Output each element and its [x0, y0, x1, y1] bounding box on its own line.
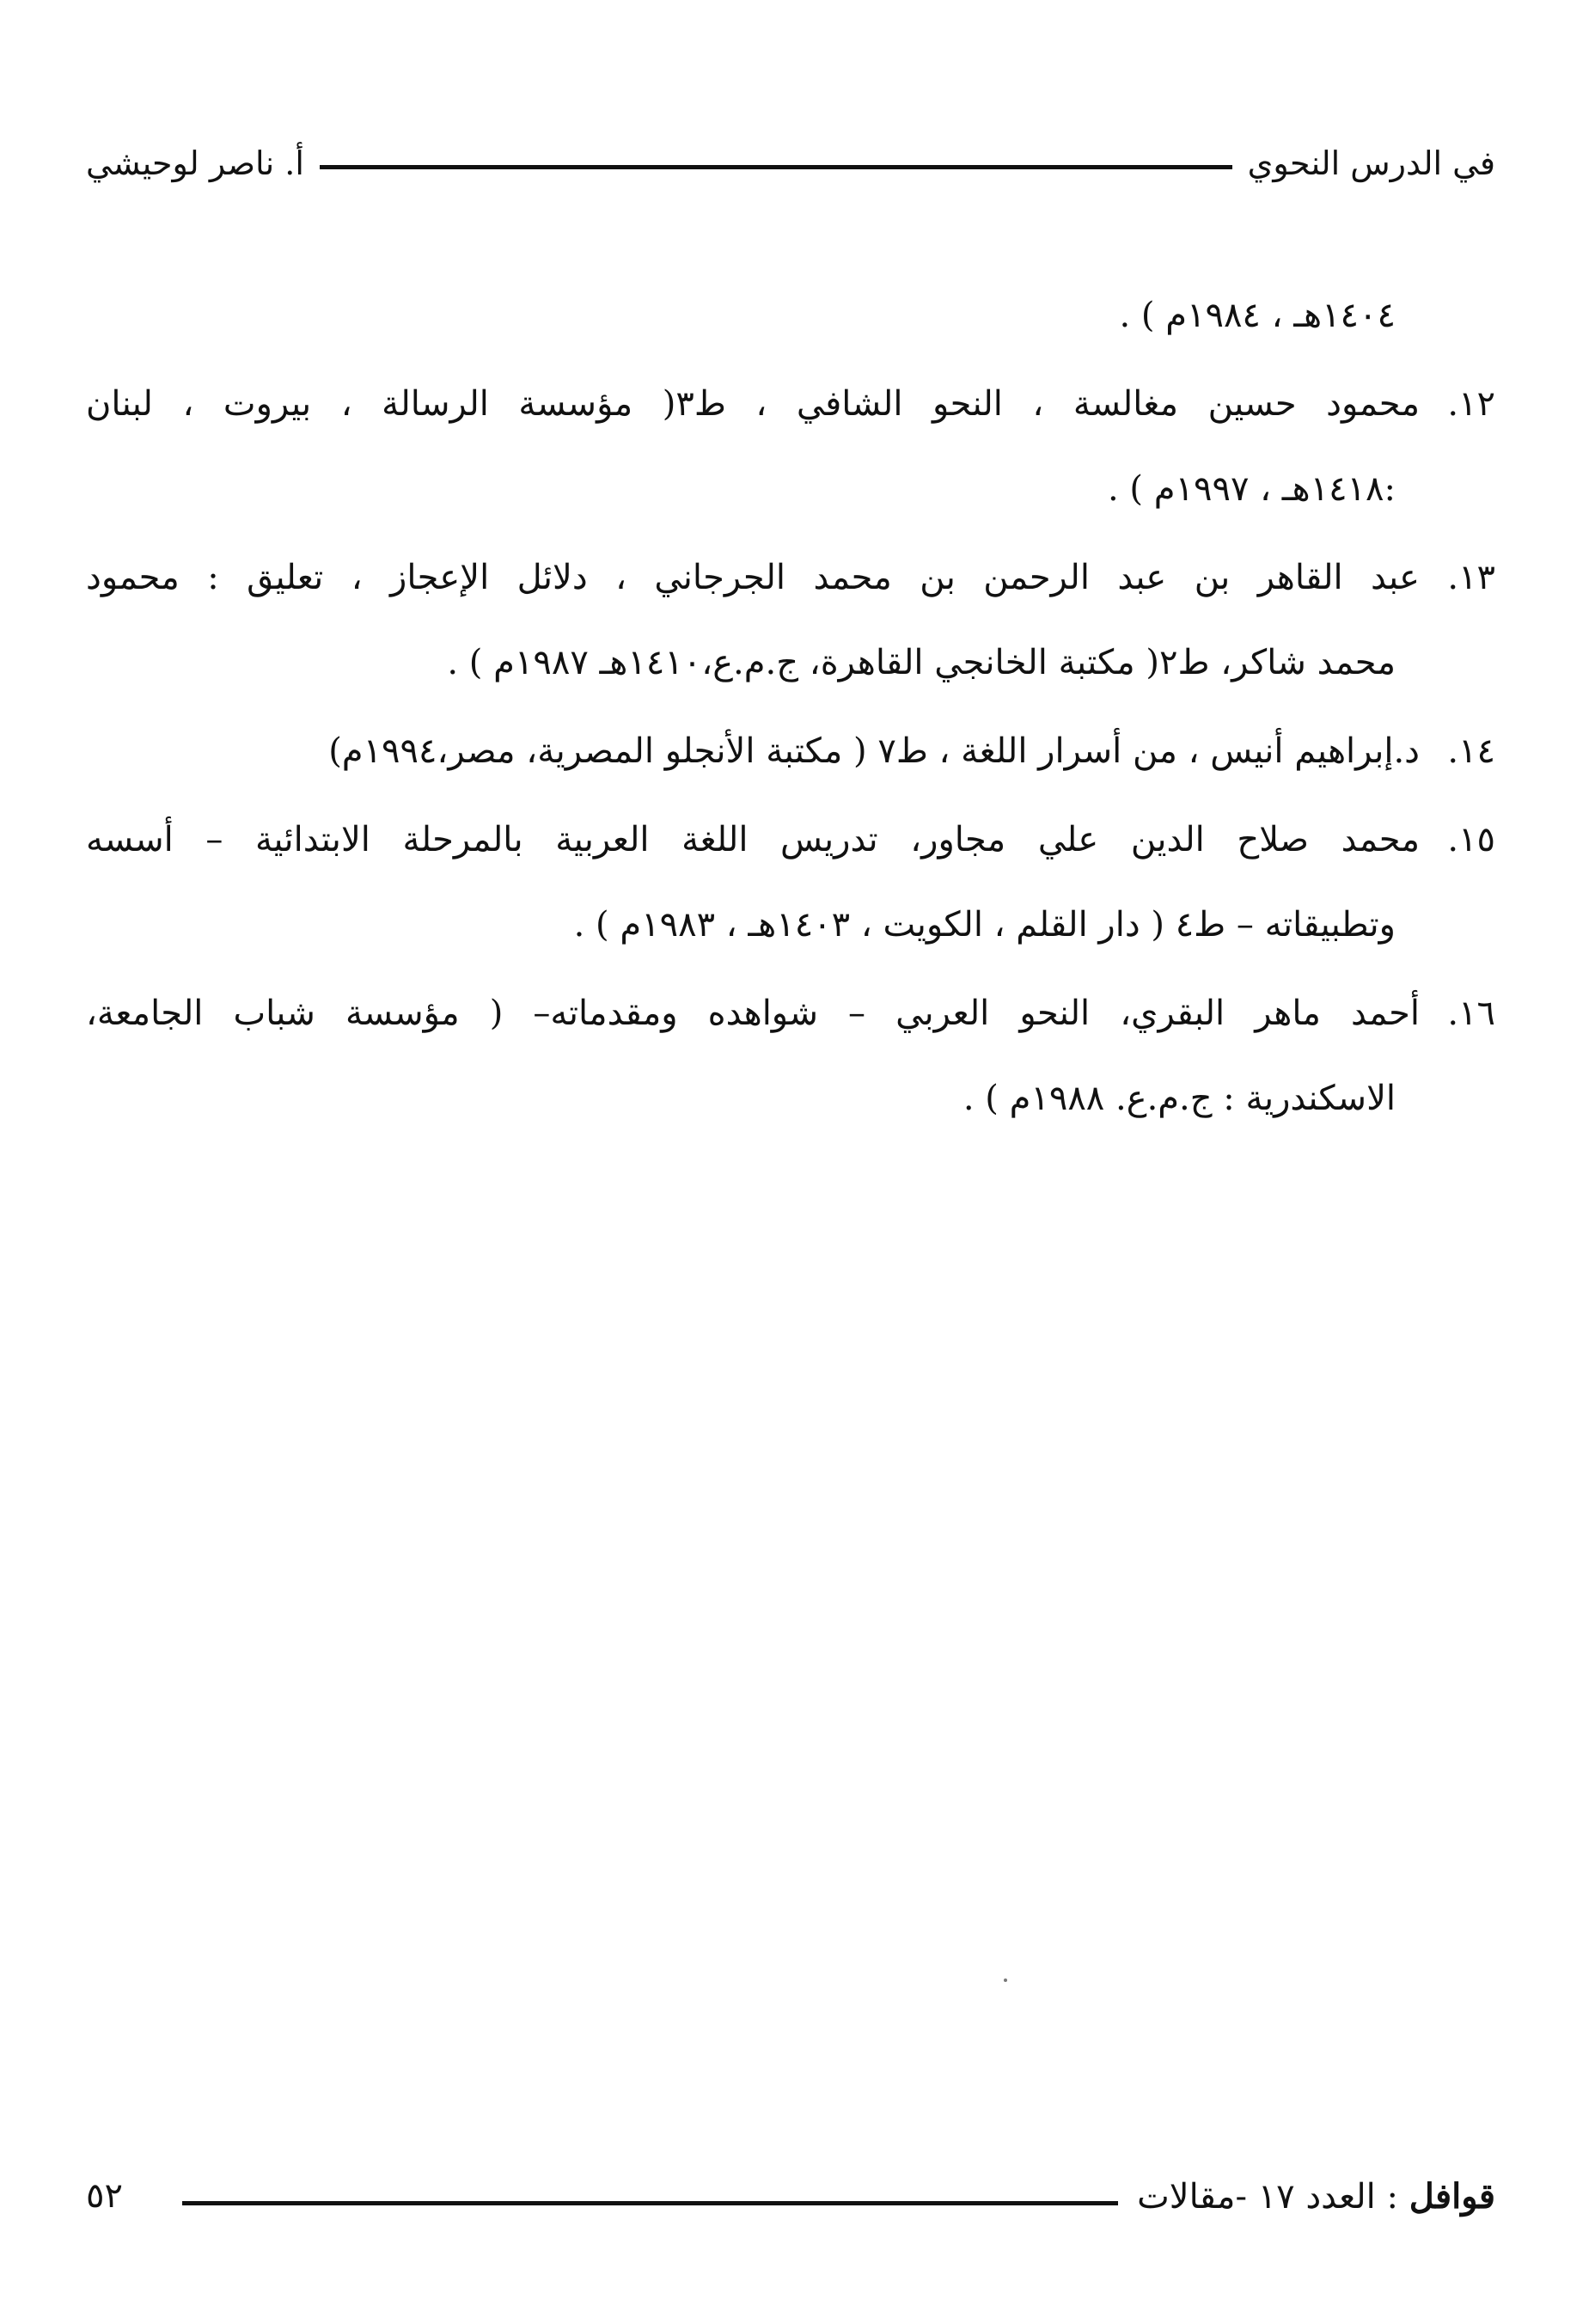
footer-journal	[1137, 2176, 1495, 2217]
reference-text-line: محمد صلاح الدين علي مجاور، تدريس اللغة العربية بالمرحلة الابتدائية – أسسه	[86, 820, 1420, 859]
reference-number: ١٣.	[1447, 558, 1495, 597]
running-header	[86, 129, 1495, 198]
header-title: في الدرس النحوي	[1247, 144, 1495, 182]
reference-text-line: عبد القاهر بن عبد الرحمن بن محمد الجرجاني ، دلائل الإعجاز ، تعليق : محمود	[86, 558, 1420, 597]
reference-text-line: أحمد ماهر البقري، النحو العربي – شواهده ومقدماته– ( مؤسسة شباب الجامعة،	[86, 994, 1420, 1033]
reference-text-line: :١٤١٨هـ ، ١٩٩٧م ) .	[1107, 469, 1396, 509]
reference-text-line: د.إبراهيم أنيس ، من أسرار اللغة ، ط٧ ( مكتبة الأنجلو المصرية، مصر،١٩٩٤م)	[328, 731, 1420, 771]
scan-speck	[1004, 1978, 1007, 1982]
reference-item-13	[86, 535, 1495, 706]
reference-number: ١٤.	[1447, 731, 1495, 771]
reference-item-16	[86, 971, 1495, 1141]
reference-continuation-line: ١٤٠٤هـ ، ١٩٨٤م ) .	[1119, 296, 1396, 335]
reference-number: ١٦.	[1447, 994, 1495, 1033]
reference-item-14	[86, 709, 1495, 794]
page-number: ٥٢	[86, 2176, 123, 2216]
reference-text-line: محمود حسين مغالسة ، النحو الشافي ، ط٣( مؤسسة الرسالة ، بيروت ، لبنان	[86, 384, 1420, 424]
reference-text-line: محمد شاكر، ط٢( مكتبة الخانجي القاهرة، ج.م.ع،١٤١٠هـ ١٩٨٧م ) .	[447, 643, 1396, 682]
running-footer	[86, 2166, 1495, 2226]
journal-name: قوافل	[1409, 2175, 1495, 2217]
header-author: أ. ناصر لوحيشي	[86, 144, 304, 182]
header-rule	[320, 165, 1232, 169]
reference-item-15	[86, 798, 1495, 968]
reference-item-12	[86, 362, 1495, 532]
reference-number: ١٢.	[1447, 384, 1495, 424]
reference-text-line: الاسكندرية : ج.م.ع. ١٩٨٨م ) .	[962, 1079, 1396, 1118]
reference-number: ١٥.	[1447, 820, 1495, 859]
reference-text-line: وتطبيقاته – ط٤ ( دار القلم ، الكويت ، ١٤٠٣هـ ، ١٩٨٣م ) .	[573, 905, 1396, 945]
references-list	[86, 273, 1495, 1141]
issue-text: : العدد ١٧ -مقالات	[1137, 2176, 1398, 2217]
footer-rule	[182, 2201, 1118, 2205]
